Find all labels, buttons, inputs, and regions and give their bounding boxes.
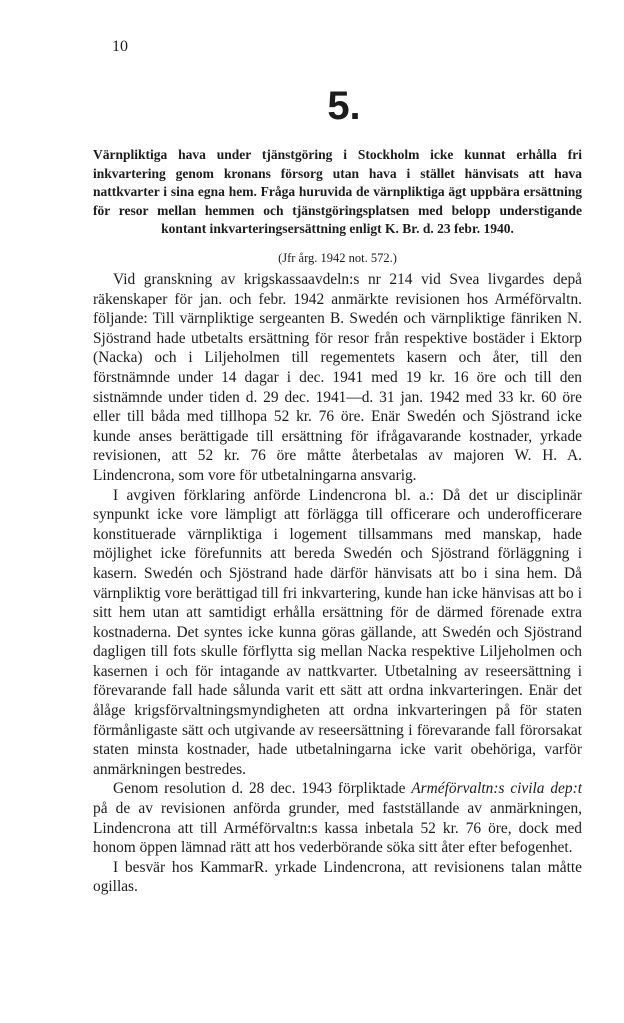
paragraph-3-start: Genom resolution d. 28 dec. 1943 förpliktade — [113, 780, 412, 798]
body-text — [93, 270, 582, 897]
section-heading: Värnpliktiga hava under tjänstgöring i Stockholm icke kunnat erhålla fri inkvartering genom kronans försorg utan hava i stället hänvisats att hava nattkvarter i sina egna hem. Fråga huruvida de värnpliktiga ägt uppbära ersättning för resor mellan hemmen och tjänstgöringsplatsen med belopp understigande kontant inkvarteringsersättning enligt K. Br. d. 23 febr. 1940. — [93, 147, 582, 237]
reference-note: (Jfr årg. 1942 not. 572.) — [278, 251, 397, 265]
paragraph-2: I avgiven förklaring anförde Lindencrona bl. a.: Då det ur disciplinär synpunkt icke vore lämpligt att förlägga till officerare och underofficerare konstituerade värnpliktiga i logement tillsammans med manskap, hade möjlighet icke förefunnits att bereda Swedén och Sjöstrand förläggning i kasern. Swedén och Sjöstrand hade därför hänvisats att bo i sina hem. Då värnpliktig vore berättigad till fri inkvartering, kunde han icke hänvisas att bo i sitt hem utan att samtidigt erhålla ersättning för de därmed förenade extra kostnaderna. Det syntes icke kunna göras gällande, att Swedén och Sjöstrand dagligen till fots skulle förflytta sig mellan Nacka respektive Liljeholmen och kasernen i och för intagande av nattkvarter. Utbetalning av reseersättning i förevarande fall hade sålunda varit ett sätt att ordna inkvarteringen. Enär det ålåge krigsförvaltningsmyndigheten att ordna inkvarteringen på för staten förmånligaste sätt och utgivande av reseersättning i förevarande fall förorsakat staten minsta kostnader, hade utbetalningarna icke varit obehöriga, varför anmärkningen bestredes. — [93, 486, 582, 778]
paragraph-3-italic: Arméförvaltn:s civila dep:t — [411, 780, 582, 798]
paragraph-3 — [93, 779, 582, 857]
page-number: 10 — [112, 38, 128, 55]
paragraph-1: Vid granskning av krigskassaavdeln:s nr 214 vid Svea livgardes depå räkenskaper för jan. och febr. 1942 anmärkte revisionen hos Arméförvaltn. följande: Till värnpliktige sergeanten B. Swedén och värnpliktige fänriken N. Sjöstrand hade utbetalts ersättning för resor från respektive bostäder i Ektorp (Nacka) och i Liljeholmen till regementets kasern och åter, till den förstnämnde under 14 dagar i dec. 1941 med 19 kr. 16 öre och till den sistnämnde under tiden d. 29 dec. 1941—d. 31 jan. 1942 med 33 kr. 60 öre eller till båda med tillhopa 52 kr. 76 öre. Enär Swedén och Sjöstrand icke kunde anses berättigade till ersättning för ifrågavarande kostnader, yrkade revisionen, att 52 kr. 76 öre måtte återbetalas av majoren W. H. A. Lindencrona, som vore för utbetalningarna ansvarig. — [93, 271, 582, 484]
paragraph-3-end: på de av revisionen anförda grunder, med fastställande av anmärkningen, Lindencrona att till Arméförvaltn:s kassa inbetala 52 kr. 76 öre, dock med honom öppen lämnad rätt att hos vederbörande söka sitt åter efter befogenhet. — [93, 800, 582, 857]
section-number: 5. — [327, 84, 361, 128]
paragraph-4: I besvär hos KammarR. yrkade Lindencrona, att revisionens talan måtte ogillas. — [93, 858, 582, 896]
